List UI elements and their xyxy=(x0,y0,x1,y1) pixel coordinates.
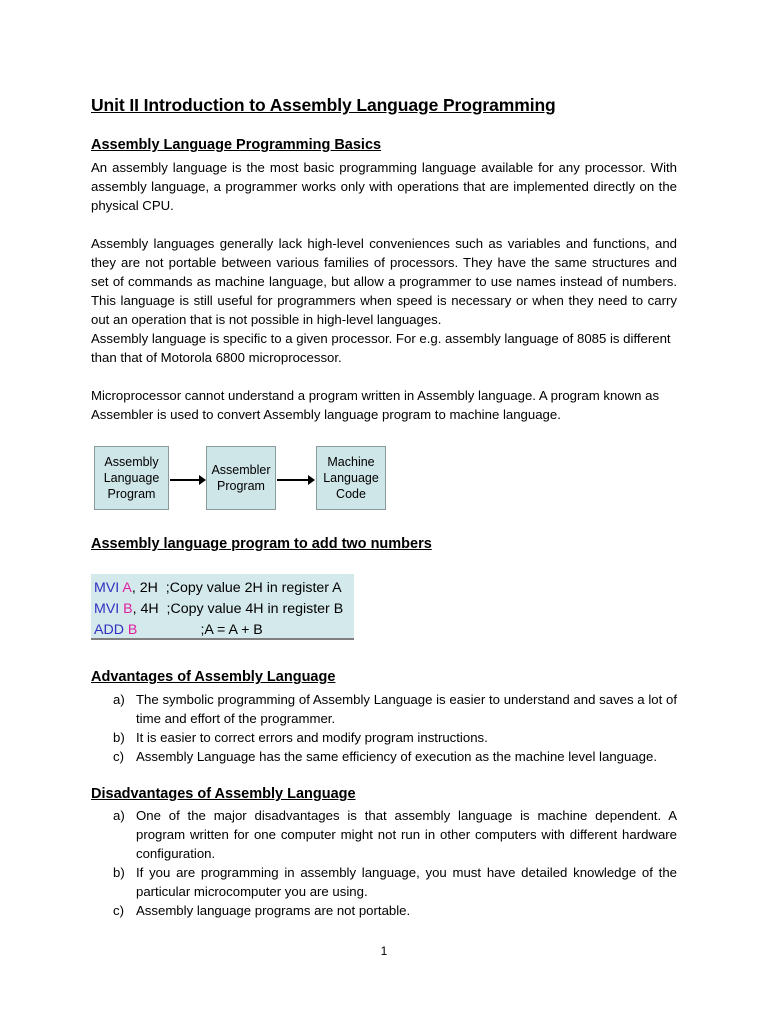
paragraph-1: An assembly language is the most basic programming language available for any processor. With assembly language, a programmer works only with operations that are implemented directly on the physical CPU. xyxy=(91,160,677,213)
list-marker: b) xyxy=(113,865,125,880)
arrow-2 xyxy=(277,479,313,481)
list-item-text: The symbolic programming of Assembly Language is easier to understand and saves a lot of time and effort of the programmer. xyxy=(136,692,677,726)
opcode: MVI xyxy=(94,580,123,596)
operand-comment: , 4H ;Copy value 4H in register B xyxy=(132,601,344,617)
box1-line2: Language xyxy=(103,471,160,485)
code-block xyxy=(91,574,354,640)
page-number: 1 xyxy=(380,944,388,958)
paragraph-3: Assembly language is specific to a given processor. For e.g. assembly language of 8085 is different than that of Motorola 6800 microprocessor. xyxy=(91,331,671,365)
list-item xyxy=(91,863,677,901)
box2-line2: Program xyxy=(217,479,265,493)
paragraph-2: Assembly languages generally lack high-level conveniences such as variables and functions, and they are not portable between various families of processors. They have the same structures and set of commands as machine language, but allow a programmer to use names instead of numbers. This language is still useful for programmers when speed is necessary or when they need to carry out an operation that is not possible in high-level languages. xyxy=(91,236,677,327)
box3-line1: Machine xyxy=(327,455,375,469)
list-item xyxy=(91,690,677,728)
section-heading-disadvantages: Disadvantages of Assembly Language xyxy=(91,786,356,802)
list-marker: c) xyxy=(113,749,124,764)
list-item xyxy=(91,901,677,920)
section-heading-program: Assembly language program to add two numbers xyxy=(91,536,432,552)
box1-line1: Assembly xyxy=(104,455,159,469)
list-item-text: Assembly language programs are not portable. xyxy=(136,903,411,918)
diagram-box-assembler xyxy=(206,446,276,510)
section-heading-advantages: Advantages of Assembly Language xyxy=(91,669,336,685)
code-line xyxy=(94,598,354,619)
diagram-box-machine-code xyxy=(316,446,386,510)
box1-line3: Program xyxy=(107,487,156,501)
box2-line1: Assembler xyxy=(211,463,271,477)
box3-line2: Language xyxy=(323,471,379,485)
code-line xyxy=(94,619,354,640)
arrow-1 xyxy=(170,479,204,481)
register: B xyxy=(127,622,138,638)
operand-comment: , 2H ;Copy value 2H in register A xyxy=(131,580,342,596)
list-item-text: It is easier to correct errors and modify program instructions. xyxy=(136,730,488,745)
code-line xyxy=(94,577,354,598)
section-heading-basics: Assembly Language Programming Basics xyxy=(91,137,382,153)
disadvantages-list xyxy=(91,806,677,920)
list-item xyxy=(91,747,677,766)
list-marker: b) xyxy=(113,730,125,745)
list-marker: a) xyxy=(113,692,125,707)
page-title: Unit II Introduction to Assembly Language Programming xyxy=(91,95,556,115)
list-item xyxy=(91,806,677,863)
diagram-box-assembly-program xyxy=(94,446,169,510)
box3-line3: Code xyxy=(336,487,366,501)
list-item-text: Assembly Language has the same efficiency of execution as the machine level language. xyxy=(136,749,657,764)
advantages-list xyxy=(91,690,677,766)
list-item xyxy=(91,728,677,747)
list-marker: a) xyxy=(113,808,125,823)
register: A xyxy=(122,580,132,596)
list-item-text: One of the major disadvantages is that assembly language is machine dependent. A program written for one computer might not run in other computers with different hardware configuration. xyxy=(136,808,677,861)
list-item-text: If you are programming in assembly language, you must have detailed knowledge of the particular microcomputer you are using. xyxy=(136,865,677,899)
register: B xyxy=(123,601,133,617)
list-marker: c) xyxy=(113,903,124,918)
paragraph-4: Microprocessor cannot understand a program written in Assembly language. A program known as Assembler is used to convert Assembly language program to machine language. xyxy=(91,388,660,422)
opcode: ADD xyxy=(94,622,128,638)
opcode: MVI xyxy=(94,601,124,617)
operand-comment: ;A = A + B xyxy=(137,622,263,638)
